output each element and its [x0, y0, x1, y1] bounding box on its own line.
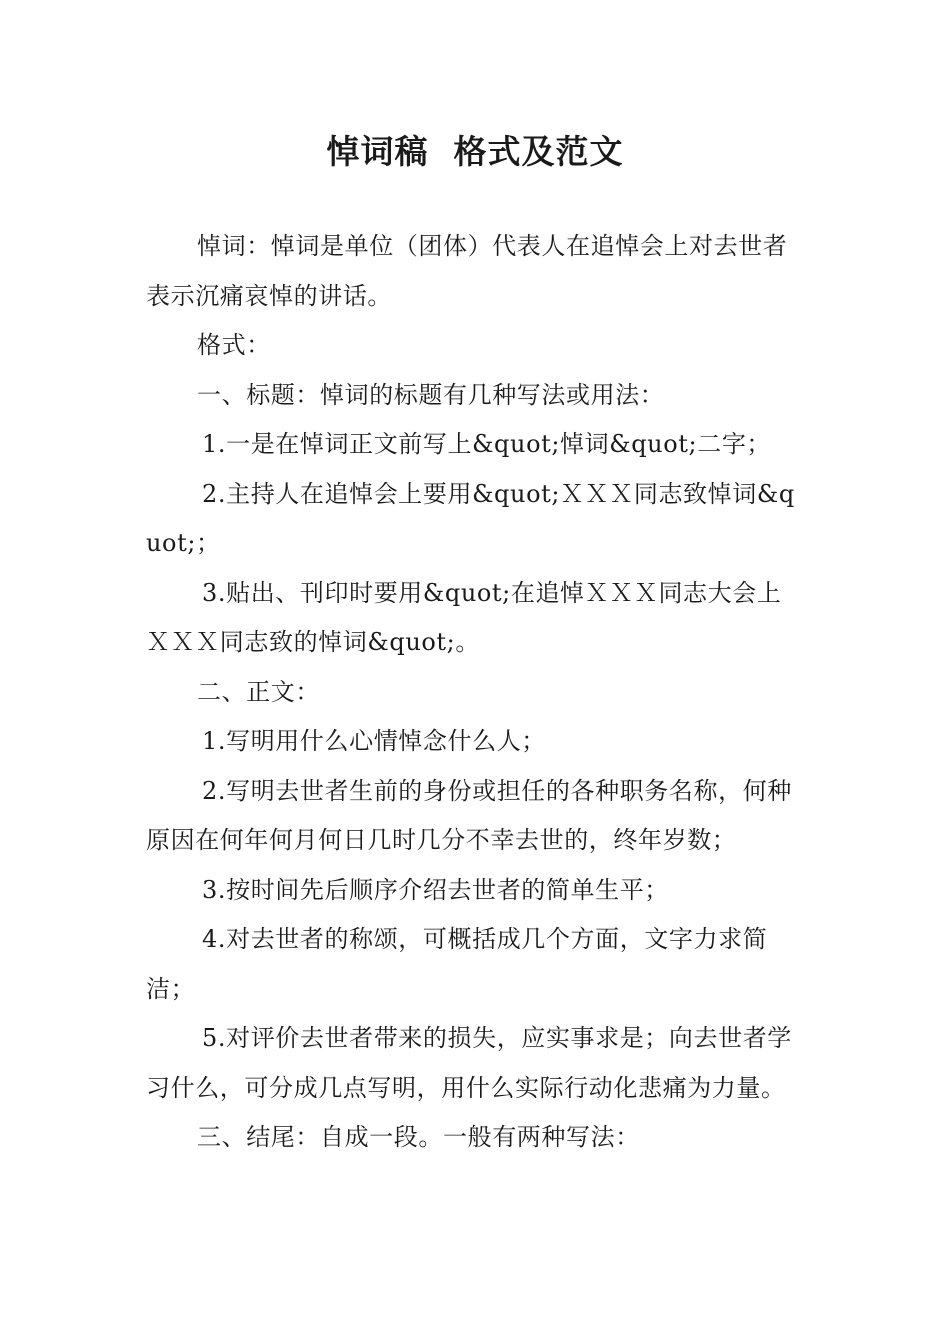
document-body — [146, 222, 806, 1163]
document-title: 悼词稿 格式及范文 — [326, 132, 624, 171]
paragraph-body-item-1: 1.写明用什么心情悼念什么人； — [202, 727, 546, 755]
paragraph-section-title: 一、标题：悼词的标题有几种写法或用法： — [197, 380, 665, 409]
paragraph-body-item-4: 4.对去世者的称颂，可概括成几个方面，文字力求简洁； — [146, 925, 768, 1003]
paragraph-title-item-1: 1.一是在悼词正文前写上&quot;悼词&quot;二字； — [202, 430, 772, 458]
paragraph-title-item-3: 3.贴出、刊印时要用&quot;在追悼ＸＸＸ同志大会上ＸＸＸ同志致的悼词&quot;。 — [146, 578, 782, 656]
paragraph-section-ending: 三、结尾：自成一段。一般有两种写法： — [197, 1123, 640, 1151]
paragraph-title-item-2: 2.主持人在追悼会上要用&quot;ＸＸＸ同志致悼词&quot;； — [146, 479, 795, 557]
paragraph-format-heading: 格式： — [197, 331, 271, 359]
paragraph-body-item-2: 2.写明去世者生前的身份或担任的各种职务名称，何种原因在何年何月何日几时几分不幸去世的，终年岁数； — [146, 776, 792, 854]
paragraph-body-item-3: 3.按时间先后顺序介绍去世者的简单生平； — [202, 875, 669, 904]
paragraph-section-body: 二、正文： — [197, 677, 320, 706]
paragraph-definition: 悼词：悼词是单位（团体）代表人在追悼会上对去世者表示沉痛哀悼的讲话。 — [146, 232, 788, 310]
paragraph-body-item-5: 5.对评价去世者带来的损失，应实事求是；向去世者学习什么，可分成几点写明，用什么实际行动化悲痛为力量。 — [146, 1024, 792, 1102]
